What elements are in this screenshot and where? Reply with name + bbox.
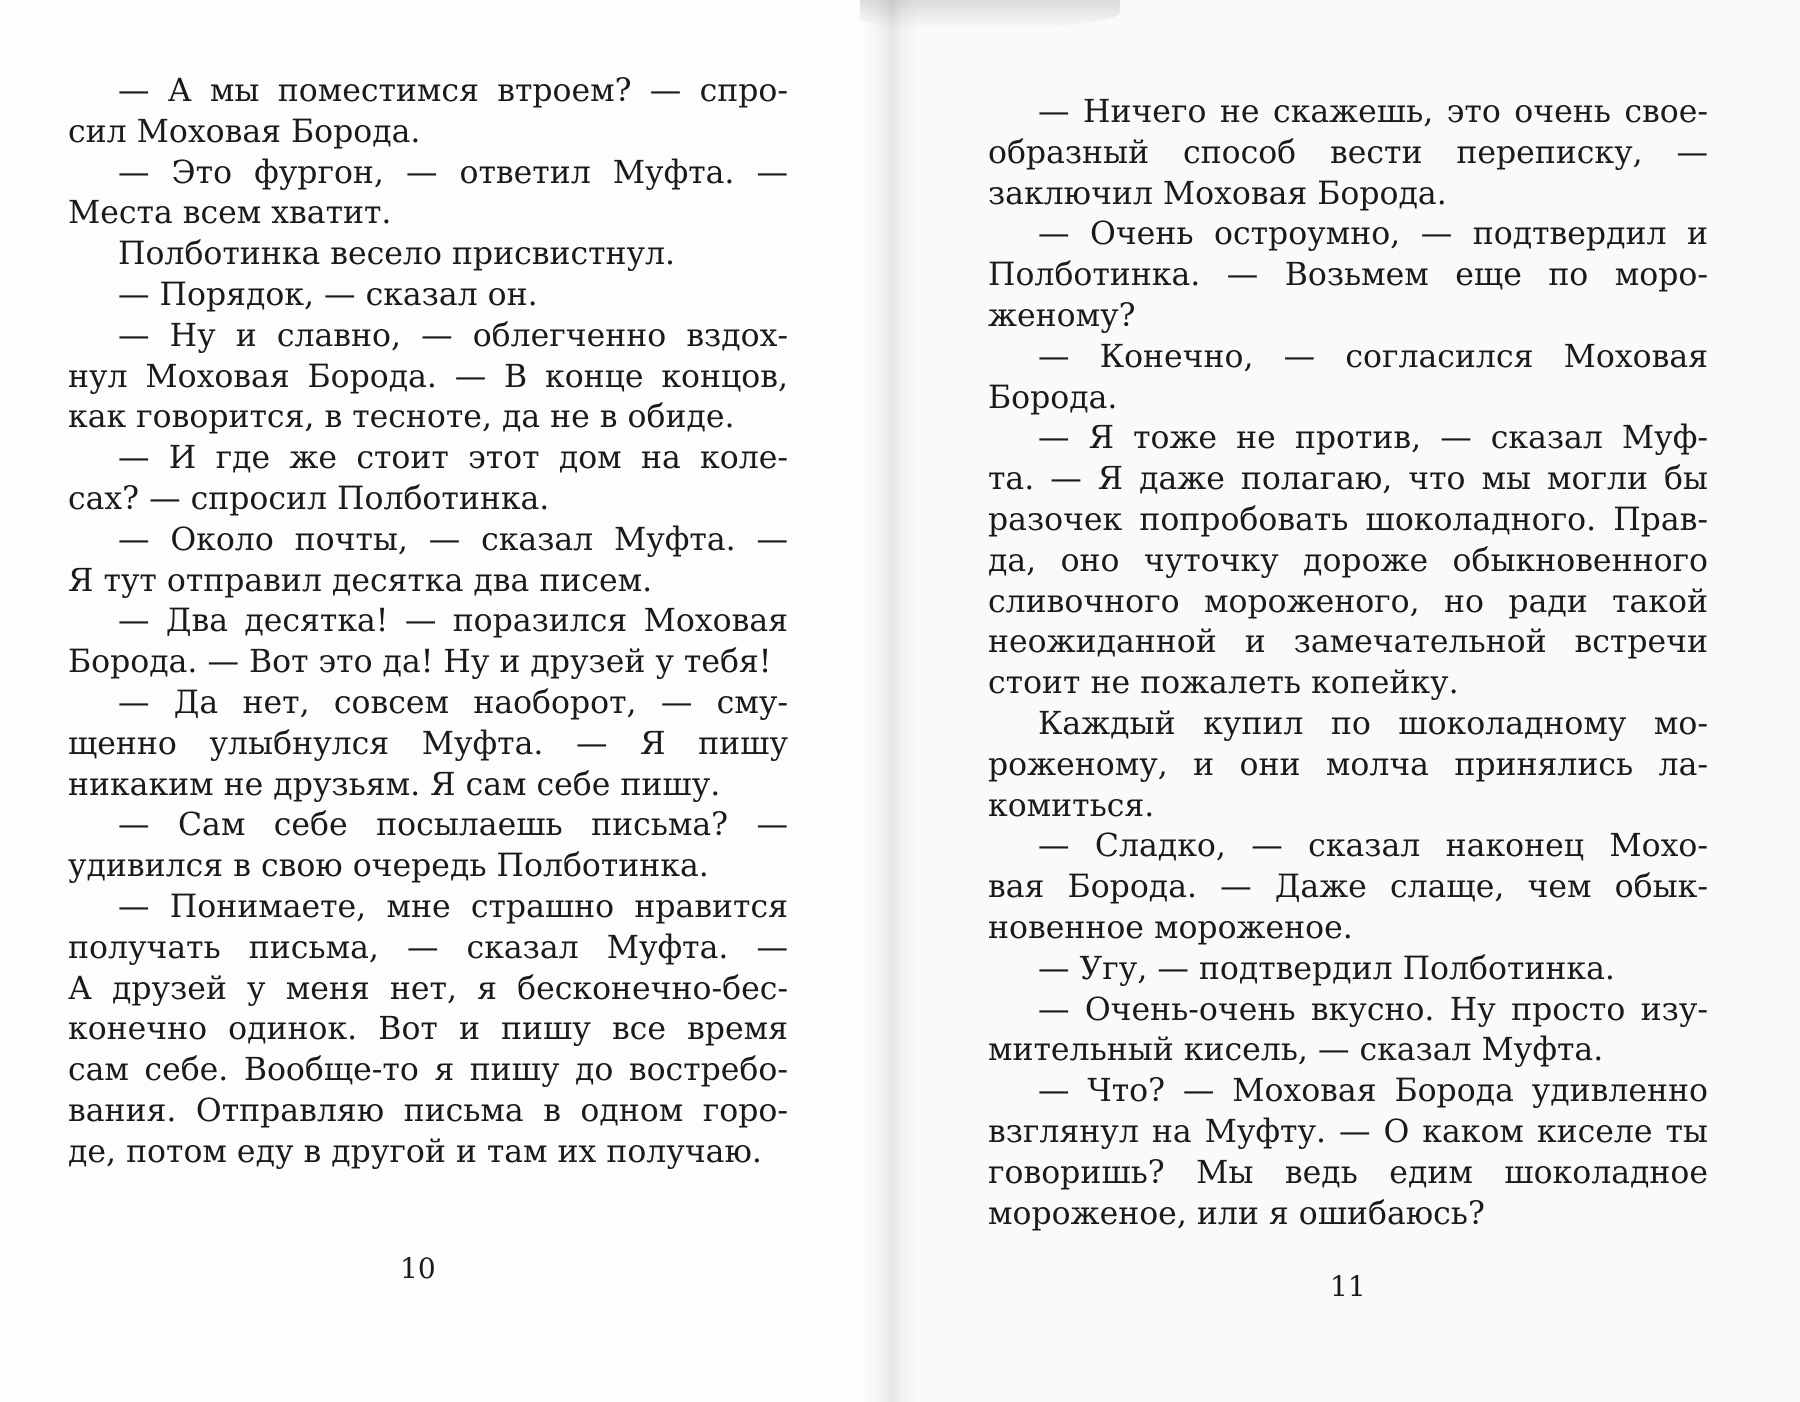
text-line: вания. Отправляю письма в одном горо- bbox=[68, 1092, 788, 1129]
left-page-number: 10 bbox=[400, 1252, 436, 1285]
text-line: женому? bbox=[988, 297, 1136, 334]
text-line: вая Борода. — Даже слаще, чем обык- bbox=[988, 869, 1708, 906]
text-line: де, потом еду в другой и там их получаю. bbox=[68, 1133, 762, 1170]
text-line: щенно улыбнулся Муфта. — Я пишу bbox=[68, 725, 788, 762]
left-page bbox=[0, 0, 880, 1402]
text-line: Полботинка весело присвистнул. bbox=[118, 236, 676, 273]
text-line: Борода. bbox=[988, 379, 1118, 416]
text-line: никаким не друзьям. Я сам себе пишу. bbox=[68, 766, 721, 803]
text-line: — Сладко, — сказал наконец Мохо- bbox=[1038, 828, 1708, 865]
right-page-number: 11 bbox=[1330, 1270, 1366, 1303]
text-line: Я тут отправил десятка два писем. bbox=[68, 562, 653, 599]
text-line: — Порядок, — сказал он. bbox=[118, 276, 538, 313]
text-line: — Очень остроумно, — подтвердил и bbox=[1038, 216, 1708, 253]
text-line: стоит не пожалеть копейку. bbox=[988, 665, 1459, 702]
text-line: Места всем хватит. bbox=[68, 195, 392, 232]
text-line: Борода. — Вот это да! Ну и друзей у тебя! bbox=[68, 644, 772, 681]
text-line: мительный кисель, — сказал Муфта. bbox=[988, 1032, 1604, 1069]
text-line: заключил Моховая Борода. bbox=[988, 175, 1447, 212]
text-line: образный способ вести переписку, — bbox=[988, 134, 1708, 171]
text-line: — И где же стоит этот дом на коле- bbox=[118, 440, 788, 477]
text-line: Полботинка. — Возьмем еще по моро- bbox=[988, 257, 1708, 294]
text-line: взглянул на Муфту. — О каком киселе ты bbox=[988, 1113, 1708, 1150]
text-line: нул Моховая Борода. — В конце концов, bbox=[68, 358, 788, 395]
text-line: мороженое, или я ошибаюсь? bbox=[988, 1195, 1485, 1232]
text-line: — Да нет, совсем наоборот, — сму- bbox=[118, 684, 788, 721]
text-line: Каждый купил по шоколадному мо- bbox=[1038, 705, 1708, 742]
text-line: конечно одинок. Вот и пишу все время bbox=[68, 1011, 788, 1048]
text-line: — А мы поместимся втроем? — спро- bbox=[118, 73, 788, 109]
text-line: — Угу, — подтвердил Полботинка. bbox=[1038, 950, 1615, 987]
text-line: — Понимаете, мне страшно нравится bbox=[118, 888, 788, 925]
right-page-text bbox=[988, 92, 1708, 1234]
text-line: комиться. bbox=[988, 787, 1155, 824]
text-line: — Очень-очень вкусно. Ну просто изу- bbox=[1038, 991, 1708, 1028]
text-line: разочек попробовать шоколадного. Прав- bbox=[988, 501, 1708, 538]
text-line: А друзей у меня нет, я бесконечно-бес- bbox=[68, 970, 788, 1007]
text-line: — Что? — Моховая Борода удивленно bbox=[1038, 1073, 1708, 1110]
text-line: — Я тоже не против, — сказал Муф- bbox=[1038, 420, 1708, 457]
text-line: — Два десятка! — поразился Моховая bbox=[118, 603, 788, 640]
text-line: сил Моховая Борода. bbox=[68, 113, 421, 150]
text-line: — Это фургон, — ответил Муфта. — bbox=[118, 154, 788, 191]
text-line: да, оно чуточку дороже обыкновенного bbox=[988, 542, 1708, 579]
text-line: говоришь? Мы ведь едим шоколадное bbox=[988, 1154, 1708, 1191]
text-line: — Ну и славно, — облегченно вздох- bbox=[118, 317, 788, 354]
text-line: как говорится, в тесноте, да не в обиде. bbox=[68, 399, 735, 436]
text-line: сах? — спросил Полботинка. bbox=[68, 480, 550, 517]
text-line: — Конечно, — согласился Моховая bbox=[1038, 338, 1708, 375]
text-line: неожиданной и замечательной встречи bbox=[988, 624, 1708, 661]
text-line: — Ничего не скажешь, это очень свое- bbox=[1038, 94, 1708, 130]
text-line: сливочного мороженого, но ради такой bbox=[988, 583, 1708, 620]
text-line: — Около почты, — сказал Муфта. — bbox=[118, 521, 788, 558]
text-line: — Сам себе посылаешь письма? — bbox=[118, 807, 788, 844]
text-line: та. — Я даже полагаю, что мы могли бы bbox=[988, 461, 1708, 498]
text-line: получать письма, — сказал Муфта. — bbox=[68, 929, 788, 966]
text-line: сам себе. Вообще-то я пишу до востребо- bbox=[68, 1052, 788, 1089]
text-line: удивился в свою очередь Полботинка. bbox=[68, 848, 709, 885]
text-line: новенное мороженое. bbox=[988, 909, 1353, 946]
text-line: роженому, и они молча принялись ла- bbox=[988, 746, 1708, 783]
left-page-text bbox=[68, 71, 788, 1173]
